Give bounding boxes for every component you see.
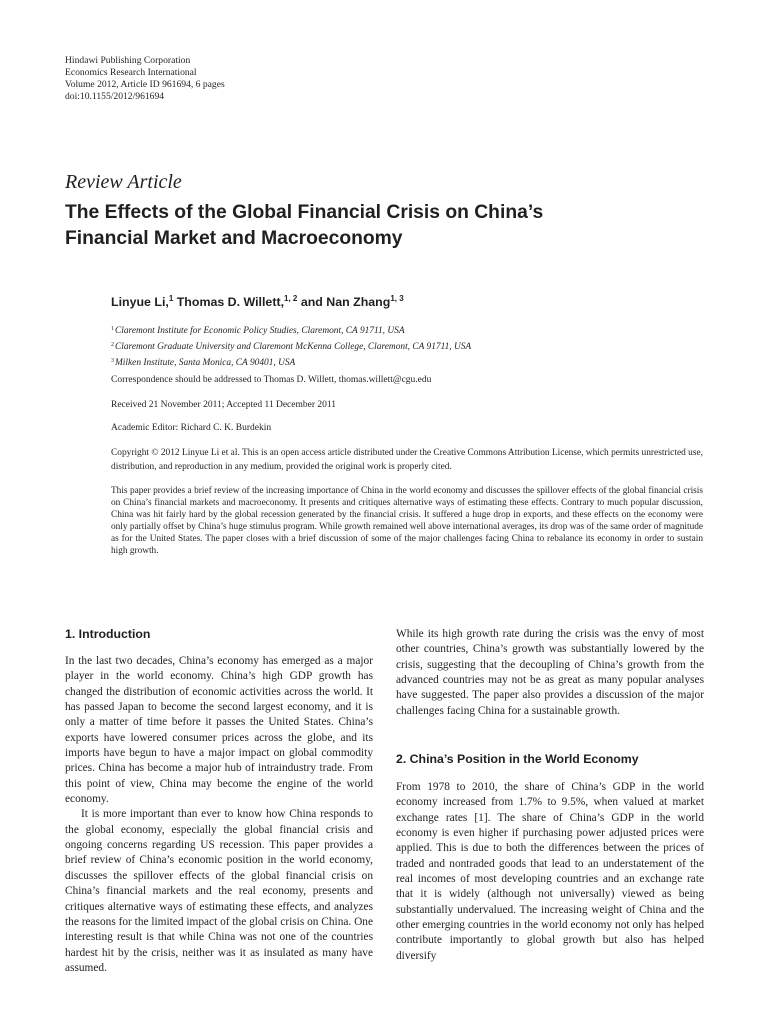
affiliations: [111, 322, 471, 370]
title-line-1: The Effects of the Global Financial Crisis on China’s: [65, 202, 544, 223]
section-heading-introduction: 1. Introduction: [65, 627, 151, 641]
volume-info: Volume 2012, Article ID 961694, 6 pages: [65, 78, 225, 90]
title-line-2: Financial Market and Macroeconomy: [65, 228, 403, 249]
author-list: [111, 294, 404, 309]
correspondence: [111, 375, 431, 385]
paragraph: In the last two decades, China’s economy has emerged as a major player in the world economy. China’s high GDP growth has changed the distribution of economic activities across the world. It has passed Japan to become the second largest economy, and it is only a matter of time before it passes the United States. China’s exports have lowered consumer prices across the globe, and its imports have begun to have a major impact on global commodity prices. China has become a major hub of intraindustry trade. From this point of view, China may become the engine of the world economy.: [65, 655, 373, 806]
author-affil-ref: 1, 2: [284, 294, 298, 303]
author-name: Thomas D. Willett,: [176, 295, 285, 309]
paragraph: From 1978 to 2010, the share of China’s GDP in the world economy increased from 1.7% to 9.5%, when valued at market exchange rates [1]. The share of China’s GDP in the world economy is even higher if purchasing power adjusted prices were applied. This is due to both the differences between the prices of traded and nontraded goods that lead to an understatement of the real incomes of most developing countries and an exchange rate that it is widely (although not universally) viewed as being substantially undervalued. The increasing weight of China and the other emerging countries in the world economy not only has helped contribute importantly to global growth but also has helped diversify: [396, 781, 704, 962]
article-type: Review Article: [65, 171, 182, 193]
right-column-section2: [396, 780, 704, 964]
paragraph: It is more important than ever to know how China responds to the global economy, especially the global financial crisis and ongoing concerns regarding US recession. This paper provides a brief review of China’s economic position in the world economy, discusses the spillover effects of the global financial crisis on China’s financial markets and the real economy, presents and critiques alternative ways of estimating these effects, and analyzes the reasons for the limited impact of the global crisis on China. One interesting result is that while China was not one of the countries hardest hit by the crisis, neither was it as insulated as many have assumed.: [65, 808, 373, 974]
affiliation: $^1$Claremont Institute for Economic Policy Studies, Claremont, CA 91711, USA: [111, 326, 405, 336]
author-name: Linyue Li,: [111, 295, 169, 309]
author-affil-ref: 1: [168, 294, 174, 303]
journal-name: Economics Research International: [65, 66, 197, 78]
received-accepted-dates: Received 21 November 2011; Accepted 11 December 2011: [111, 400, 337, 410]
abstract: This paper provides a brief review of the increasing importance of China in the world economy and discusses the spillover effects of the global financial crisis on China’s financial markets and macroeconomy. It presents and critiques alternative ways of estimating these effects. Contrary to much popular discussion, China was hit fairly hard by the global recession generated by the financial crisis. It suffered a huge drop in exports, and these effects on the economy were only partially offset by China’s huge stimulus program. While growth remained well above international averages, its drop was of the same order of magnitude as for the United States. The paper closes with a brief discussion of some of the major challenges facing China to rebalance its economy in order to sustain high growth.: [111, 486, 703, 556]
correspondence-email[interactable]: thomas.willett@cgu.edu: [338, 375, 432, 385]
section-heading-china-position: 2. China’s Position in the World Economy: [396, 752, 639, 766]
publisher: Hindawi Publishing Corporation: [65, 55, 191, 66]
author-name: Nan Zhang: [326, 295, 391, 309]
paper-title: [65, 200, 685, 252]
journal-header: [65, 55, 365, 103]
author-affil-ref: 1, 3: [390, 294, 404, 303]
paragraph: While its high growth rate during the crisis was the envy of most other countries, China’s growth was substantially lowered by the crisis, suggesting that the decoupling of China’s growth from the advanced countries may not be as great as many popular analyses have suggested. The paper also provides a discussion of the major challenges facing China for a sustainable growth.: [396, 628, 704, 717]
copyright-notice: Copyright © 2012 Linyue Li et al. This is an open access article distributed under the Creative Commons Attribution License, which permits unrestricted use, distribution, and reproduction in any medium, provided the original work is properly cited.: [111, 448, 703, 472]
academic-editor: Academic Editor: Richard C. K. Burdekin: [111, 423, 272, 433]
affiliation: $^3$Milken Institute, Santa Monica, CA 90401, USA: [111, 358, 296, 368]
affiliation: $^2$Claremont Graduate University and Claremont McKenna College, Claremont, CA 91711, USA: [111, 342, 472, 352]
doi: doi:10.1155/2012/961694: [65, 90, 165, 102]
author-connector: and: [300, 295, 323, 309]
right-column-intro: [396, 627, 704, 719]
left-column: [65, 654, 373, 976]
correspondence-text: Correspondence should be addressed to Thomas D. Willett,: [111, 375, 337, 385]
